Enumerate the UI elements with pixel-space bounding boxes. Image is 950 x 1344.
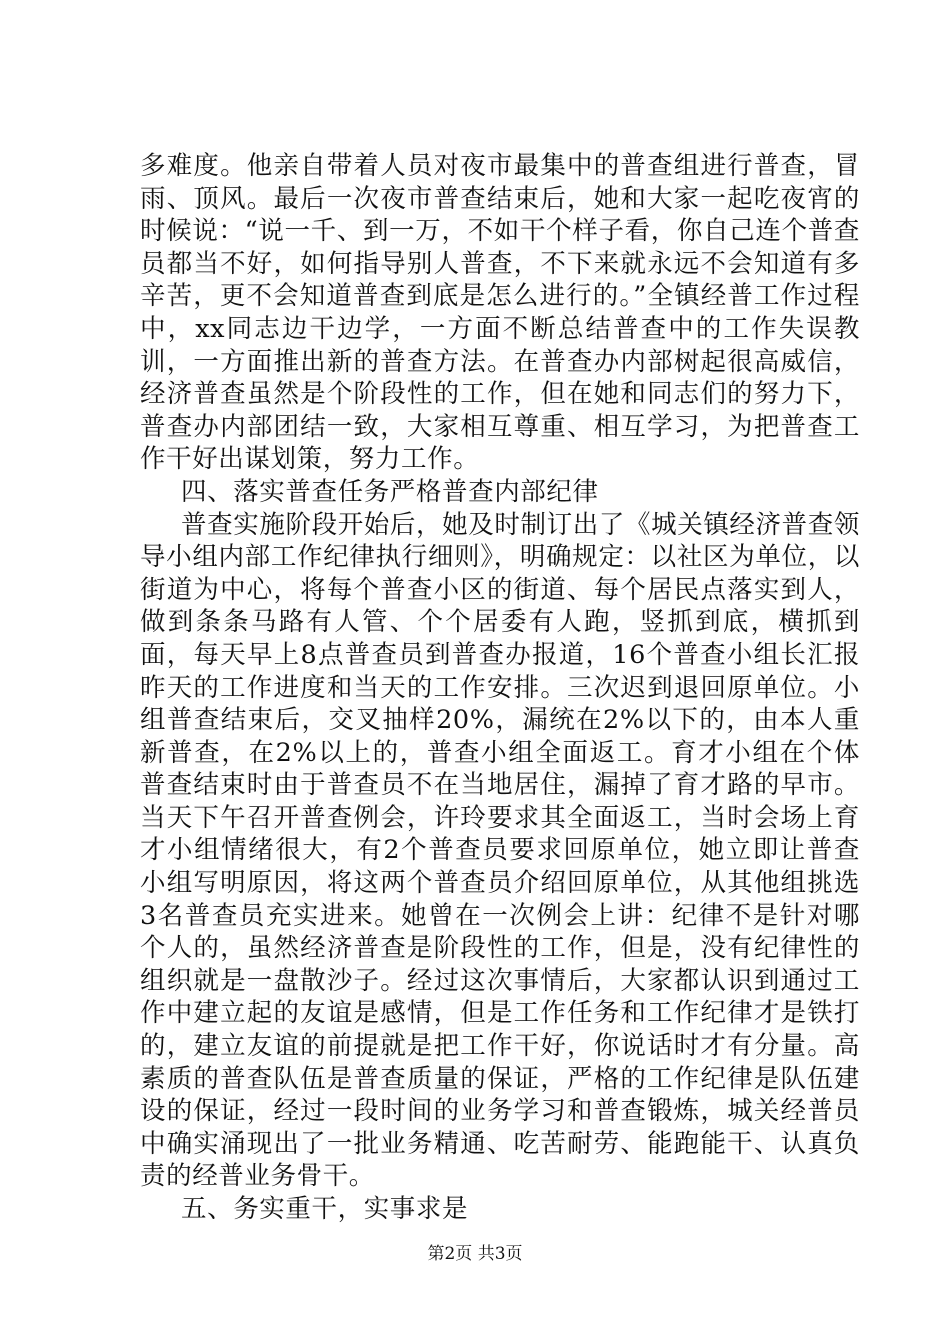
section-heading-4: 四、落实普查任务严格普查内部纪律 bbox=[181, 476, 599, 507]
section-heading-5: 五、务实重干，实事求是 bbox=[181, 1194, 469, 1224]
paragraph-discipline: 普查实施阶段开始后，她及时制订出了《城关镇经济普查领导小组内部工作纪律执行细则》，明确规定：以社区为单位，以街道为中心，将每个普查小区的街道、每个居民点落实到人，做到条条马路有人管、个个居委有人跑，竖抓到底，横抓到面，每天早上8点普查员到普查办报道，16个普查小组长汇报昨天的工作进度和当天的工作安排。三次迟到退回原单位。小组普查结束后，交叉抽样20%，漏统在2%以下的，由本人重新普查，在2%以上的，普查小组全面返工。育才小组在个体普查结束时由于普查员不在当地居住，漏掉了育才路的早市。当天下午召开普查例会，许玲要求其全面返工，当时会场上育才小组情绪很大，有2个普查员要求回原单位，她立即让普查小组写明原因，将这两个普查员介绍回原单位，从其他组挑选3名普查员充实进来。她曾在一次例会上讲：纪律不是针对哪个人的，虽然经济普查是阶段性的工作，但是，没有纪律性的组织就是一盘散沙子。经过这次事情后，大家都认识到通过工作中建立起的友谊是感情，但是工作任务和工作纪律才是铁打的，建立友谊的前提就是把工作干好，你说话时才有分量。高素质的普查队伍是普查质量的保证，严格的工作纪律是队伍建设的保证，经过一段时间的业务学习和普查锻炼，城关经普员中确实涌现出了一批业务精通、吃苦耐劳、能跑能干、认真负责的经普业务骨干。 bbox=[140, 509, 860, 1192]
document-body bbox=[140, 150, 860, 1226]
paragraph-continuation: 多难度。他亲自带着人员对夜市最集中的普查组进行普查，冒雨、顶风。最后一次夜市普查结束后，她和大家一起吃夜宵的时候说：“说一千、到一万，不如干个样子看，你自己连个普查员都当不好，如何指导别人普查，不下来就永远不会知道有多辛苦，更不会知道普查到底是怎么进行的。”全镇经普工作过程中，xx同志边干边学，一方面不断总结普查中的工作失误教训，一方面推出新的普查方法。在普查办内部树起很高威信，经济普查虽然是个阶段性的工作，但在她和同志们的努力下，普查办内部团结一致，大家相互尊重、相互学习，为把普查工作干好出谋划策，努力工作。 bbox=[140, 151, 860, 475]
page-footer: 第2页 共3页 bbox=[427, 1244, 523, 1264]
